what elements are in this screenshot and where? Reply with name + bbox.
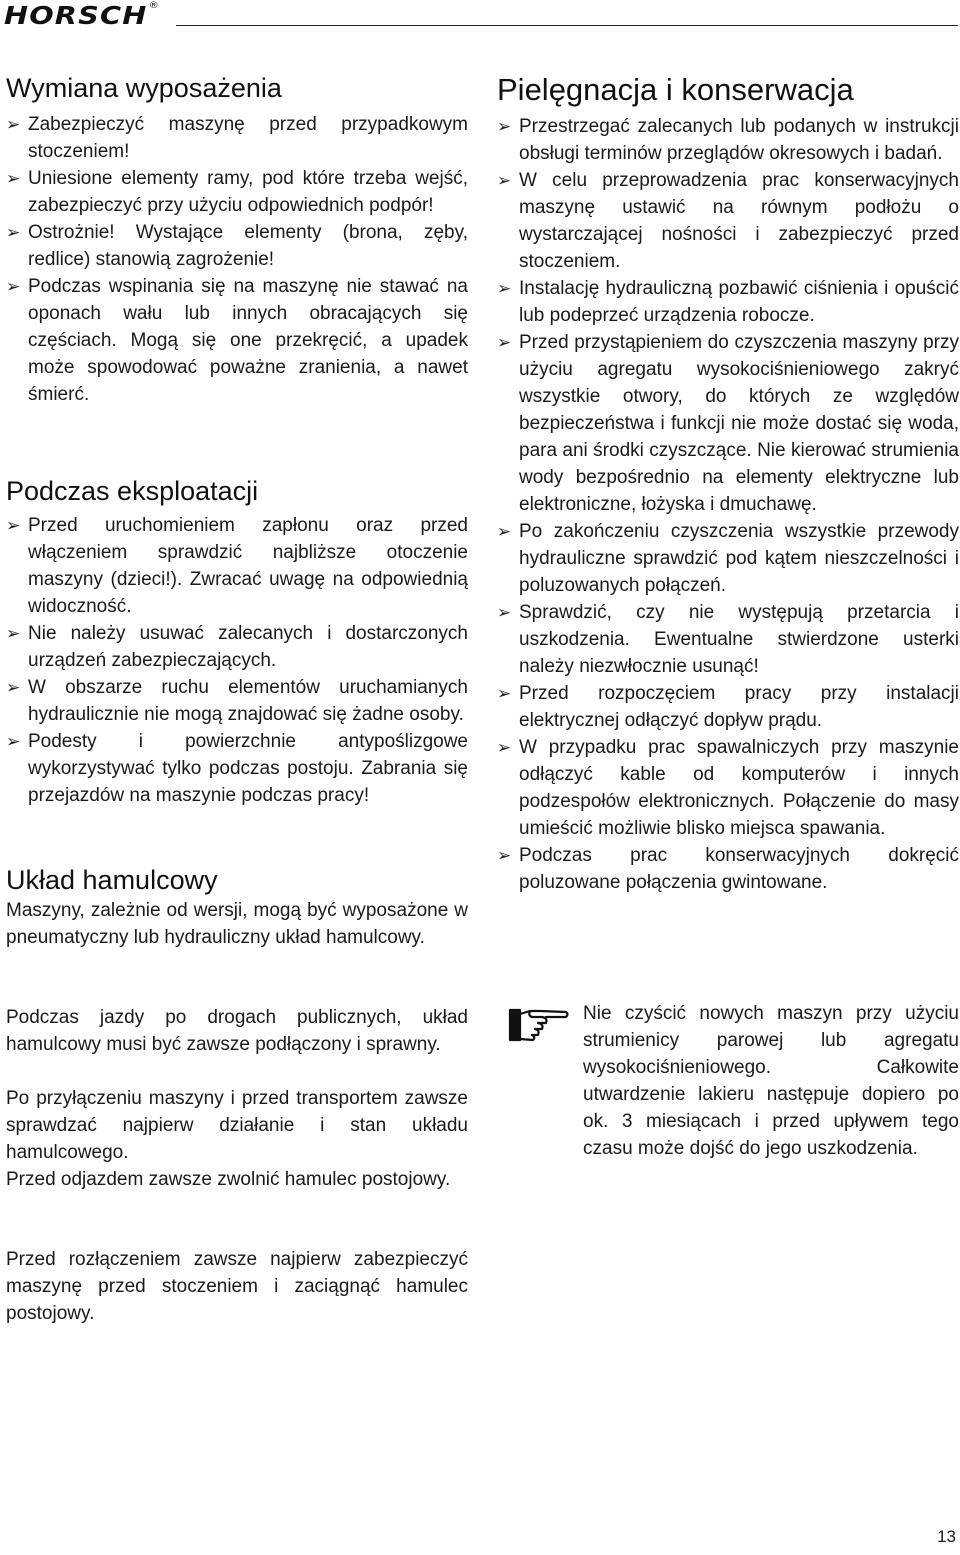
list-item: ➢ Sprawdzić, czy nie występują przetarcia i uszkodzenia. Ewentualne stwierdzone usterki należy niezwłocznie usunąć! [497,599,959,680]
section-title-brakes: Układ hamulcowy [6,865,218,895]
list-item: ➢ W celu przeprowadzenia prac konserwacyjnych maszynę ustawić na równym podłożu o wystarczającej nośności i zabezpieczyć przed stoczeniem. [497,167,959,275]
equipment-list [6,111,468,408]
section-title-maintenance: Pielęgnacja i konserwacja [497,72,854,107]
brakes-paragraph: Przed rozłączeniem zawsze najpierw zabezpieczyć maszynę przed stoczeniem i zaciągnąć hamulec postojowy. [6,1249,468,1324]
list-item: ➢ W obszarze ruchu elementów uruchamianych hydraulicznie nie mogą znajdować się żadne osoby. [6,674,468,728]
brakes-paragraph: Po przyłączeniu maszyny i przed transportem zawsze sprawdzać najpierw działanie i stan układu hamulcowego. [6,1088,468,1163]
list-item: ➢ Instalację hydrauliczną pozbawić ciśnienia i opuścić lub podeprzeć urządzenia robocze. [497,275,959,329]
list-item: ➢ Nie należy usuwać zalecanych i dostarczonych urządzeń zabezpieczających. [6,620,468,674]
brakes-paragraph: Maszyny, zależnie od wersji, mogą być wyposażone w pneumatyczny lub hydrauliczny układ hamulcowy. [6,900,468,948]
list-item: ➢ W przypadku prac spawalniczych przy maszynie odłączyć kable od komputerów i innych podzespołów elektronicznych. Połączenie do masy umieścić możliwie blisko miejsca spawania. [497,734,959,842]
operation-list [6,512,468,809]
list-item: ➢ Podczas prac konserwacyjnych dokręcić poluzowane połączenia gwintowane. [497,842,959,896]
page-header [0,0,960,34]
header-rule [176,25,958,26]
pointing-hand-icon [508,1002,570,1046]
section-title-equipment: Wymiana wyposażenia [6,73,282,103]
list-item: ➢ Przestrzegać zalecanych lub podanych w instrukcji obsługi terminów przeglądów okresowych i badań. [497,113,959,167]
list-item: ➢ Podczas wspinania się na maszynę nie stawać na oponach wału lub innych obracających się częściach. Mogą się one przekręcić, a upadek może spowodować poważne zranienia, a nawet śmierć. [6,273,468,408]
horsch-logo: HORSCH® [4,1,161,30]
brakes-paragraph: Podczas jazdy po drogach publicznych, układ hamulcowy musi być zawsze podłączony i sprawny. [6,1007,468,1055]
list-item: ➢ Uniesione elementy ramy, pod które trzeba wejść, zabezpieczyć przy użyciu odpowiednich podpór! [6,165,468,219]
list-item: ➢ Przed rozpoczęciem pracy przy instalacji elektrycznej odłączyć dopływ prądu. [497,680,959,734]
list-item: ➢ Przed uruchomieniem zapłonu oraz przed włączeniem sprawdzić najbliższe otoczenie maszyny (dzieci!). Zwracać uwagę na odpowiednią widoczność. [6,512,468,620]
note-text: Nie czyścić nowych maszyn przy użyciu strumienicy parowej lub agregatu wysokociśnieniowego. Całkowite utwardzenie lakieru następuje dopiero po ok. 3 miesiącach i przed upływem tego czasu może dojść do jego uszkodzenia. [583,1003,959,1159]
list-item: ➢ Po zakończeniu czyszczenia wszystkie przewody hydrauliczne sprawdzić pod kątem nieszczelności i poluzowanych połączeń. [497,518,959,599]
list-item: ➢ Ostrożnie! Wystające elementy (brona, zęby, redlice) stanowią zagrożenie! [6,219,468,273]
list-item: ➢ Przed przystąpieniem do czyszczenia maszyny przy użyciu agregatu wysokociśnieniowego zakryć wszystkie otwory, do których ze względów bezpieczeństwa i funkcji nie może dostać się woda, para ani środki czyszczące. Nie kierować strumienia wody bezpośrednio na elementy elektryczne lub elektroniczne, łożyska i dmuchawę. [497,329,959,518]
list-item: ➢ Zabezpieczyć maszynę przed przypadkowym stoczeniem! [6,111,468,165]
maintenance-list [497,113,959,896]
brakes-paragraph: Przed odjazdem zawsze zwolnić hamulec postojowy. [6,1169,451,1190]
list-item: ➢ Podesty i powierzchnie antypoślizgowe wykorzystywać tylko podczas postoju. Zabrania się przejazdów na maszynie podczas pracy! [6,728,468,809]
section-title-operation: Podczas eksploatacji [6,476,259,506]
page-number: 13 [937,1527,956,1546]
